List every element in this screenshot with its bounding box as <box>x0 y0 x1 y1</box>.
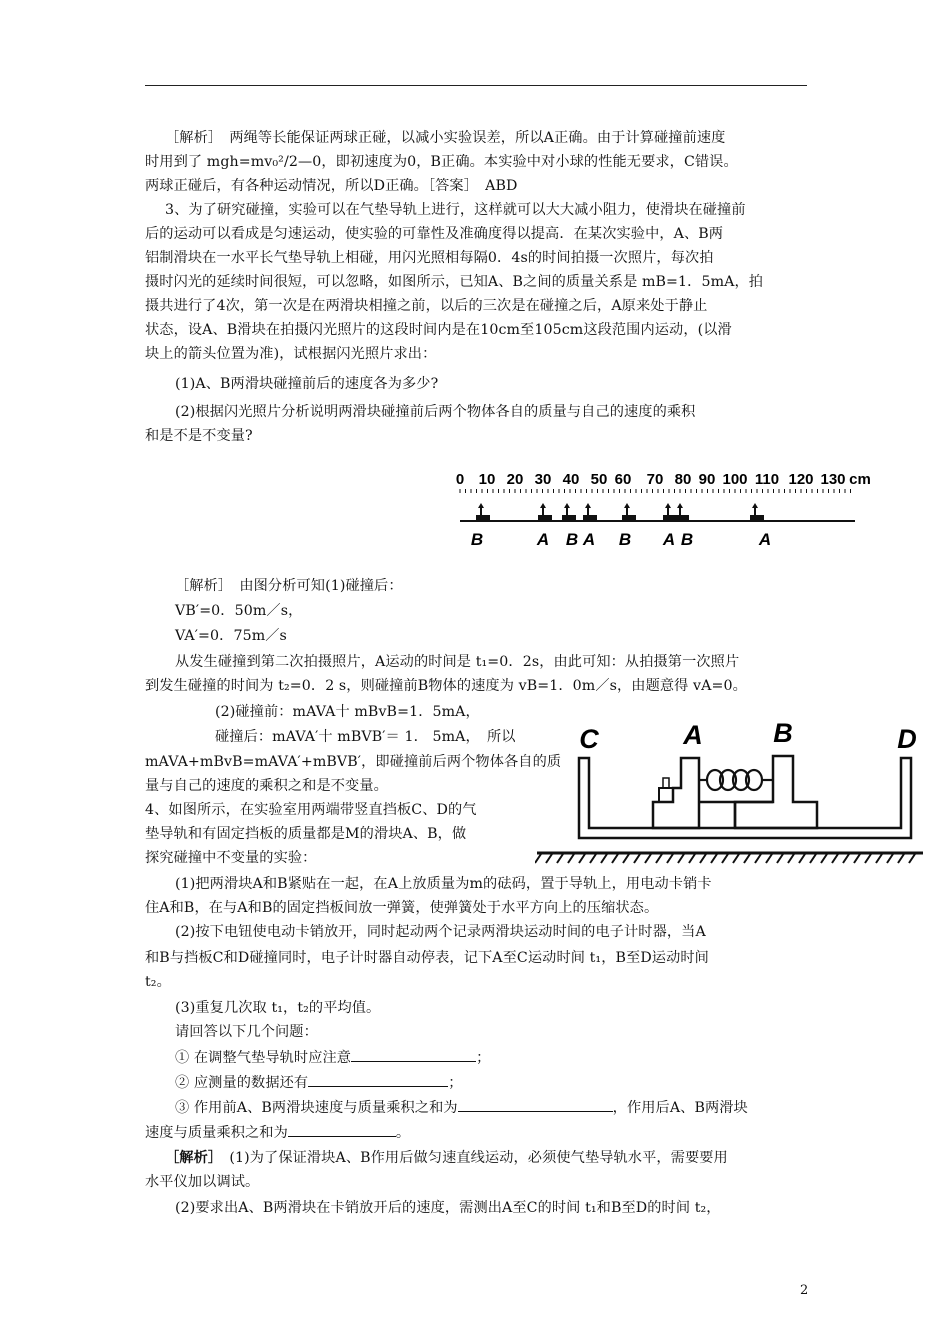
answer-line-2: 水平仪加以调试。 <box>145 1174 260 1190</box>
page-number: 2 <box>800 1283 809 1298</box>
hatch-line <box>744 854 750 863</box>
slider-label: A <box>758 530 772 549</box>
slider-block <box>538 515 552 521</box>
ruler-tick-label: 50 <box>590 471 608 488</box>
slider-block <box>562 515 576 521</box>
slider-label: B <box>565 530 579 549</box>
weight-knob <box>663 778 669 788</box>
hatch-line <box>876 854 882 863</box>
arrow-head-icon <box>677 503 683 508</box>
text-line: 时用到了 mgh=mv₀²/2—0，即初速度为0，B正确。本实验中对小球的性能无要求，C错误。 <box>145 154 738 170</box>
text-line: (2)碰撞前：mAVA十 mBvB=1．5mA， <box>215 704 480 720</box>
text-line: 和是不是不变量? <box>145 428 253 444</box>
answer-text-1: (1)为了保证滑块A、B作用后做匀速直线运动，必须使气垫导轨水平，需要要用 <box>215 1150 728 1166</box>
header-rule <box>145 85 807 86</box>
hatch-line <box>678 854 684 863</box>
slider-label: B <box>618 530 632 549</box>
question-3-text-b: ，作用后A、B两滑块 <box>612 1100 748 1116</box>
arrow-head-icon <box>585 503 591 508</box>
text-line: VB′=0．50m／s， <box>175 603 303 619</box>
arrow-head-icon <box>478 503 484 508</box>
slider-block <box>675 515 689 521</box>
slider-block <box>583 515 597 521</box>
text-line: (2)按下电钮使电动卡销放开，同时起动两个记录两滑块运动时间的电子计时器，当A <box>175 924 706 940</box>
hatch-line <box>909 854 915 863</box>
hatch-line <box>623 854 629 863</box>
question-2 <box>175 1071 840 1095</box>
text-line: 两球正碰后，有各种运动情况，所以D正确。［答案］ ABD <box>145 178 518 194</box>
ground-hatching <box>535 854 915 863</box>
spring <box>699 770 773 790</box>
arrow-head-icon <box>752 503 758 508</box>
hatch-line <box>689 854 695 863</box>
hatch-line <box>645 854 651 863</box>
air-track-figure <box>535 718 925 866</box>
ruler-tick-label: 110 <box>754 471 780 488</box>
text-line: 到发生碰撞的时间为 t₂=0．2 s，则碰撞前B物体的速度为 vB=1．0m／s，由题意得 vA=0。 <box>145 678 747 694</box>
answer-line-1 <box>165 1146 830 1170</box>
slider-label: A <box>536 530 550 549</box>
hatch-line <box>722 854 728 863</box>
slider-block <box>663 515 677 521</box>
question-3-text-c: 速度与质量乘积之和为 <box>145 1125 288 1141</box>
hatch-line <box>612 854 618 863</box>
arrow-head-icon <box>624 503 630 508</box>
question-1-end: ； <box>476 1050 491 1066</box>
ruler-tick-label: 60 <box>614 471 632 488</box>
ruler-tick-label: 0 <box>455 471 465 488</box>
hatch-line <box>656 854 662 863</box>
text-line: 摄时闪光的延续时间很短，可以忽略，如图所示，已知A、B之间的质量关系是 mB=1．5mA，拍 <box>145 274 764 290</box>
slider-block <box>622 515 636 521</box>
text-line: (1)A、B两滑块碰撞前后的速度各为多少? <box>175 376 439 392</box>
hatch-line <box>634 854 640 863</box>
text-line: (3)重复几次取 t₁，t₂的平均值。 <box>175 1000 381 1016</box>
question-3-end: 。 <box>395 1125 411 1141</box>
ruler-tick-label: 30 <box>534 471 552 488</box>
ruler-tick-label: cm <box>849 471 871 488</box>
text-line: 住A和B，在与A和B的固定挡板间放一弹簧，使弹簧处于水平方向上的压缩状态。 <box>145 900 659 916</box>
text-line: 垫导轨和有固定挡板的质量都是M的滑块A、B，做 <box>145 826 467 842</box>
hatch-line <box>733 854 739 863</box>
arrow-head-icon <box>665 503 671 508</box>
slider-block <box>476 515 490 521</box>
hatch-line <box>755 854 761 863</box>
hatch-line <box>832 854 838 863</box>
slider-markers <box>476 503 764 521</box>
text-line: 3、为了研究碰撞，实验可以在气垫导轨上进行，这样就可以大大减小阻力，使滑块在碰撞前 <box>165 202 746 218</box>
ruler-tick-label: 10 <box>478 471 496 488</box>
figure-labels <box>579 718 917 754</box>
answer-blank-2[interactable] <box>308 1072 448 1087</box>
text-line: 铝制滑块在一水平长气垫导轨上相碰，用闪光照相每隔0．4s的时间拍摄一次照片，每次拍 <box>145 250 714 266</box>
ruler-tick-label: 100 <box>722 471 748 488</box>
arrow-head-icon <box>540 503 546 508</box>
question-1 <box>175 1046 840 1070</box>
hatch-line <box>821 854 827 863</box>
hatch-line <box>887 854 893 863</box>
hatch-line <box>590 854 596 863</box>
text-line: (1)把两滑块A和B紧贴在一起，在A上放质量为m的砝码，置于导轨上，用电动卡销卡 <box>175 876 712 892</box>
hatch-line <box>568 854 574 863</box>
ruler-tick-label: 80 <box>674 471 692 488</box>
hatch-line <box>579 854 585 863</box>
text-line: 碰撞后：mAVA′十 mBVB′＝ 1． 5mA， 所以 <box>215 729 516 745</box>
answer-line-3: (2)要求出A、B两滑块在卡销放开后的速度，需测出A至C的时间 t₁和B至D的时间 t₂， <box>175 1200 721 1216</box>
hatch-line <box>854 854 860 863</box>
answer-blank-4[interactable] <box>288 1122 396 1137</box>
answer-blank-3[interactable] <box>458 1097 613 1112</box>
answer-blank-1[interactable] <box>351 1047 476 1062</box>
flash-photo-figure <box>455 465 880 555</box>
hatch-line <box>711 854 717 863</box>
question-1-text: ① 在调整气垫导轨时应注意 <box>175 1050 352 1066</box>
hatch-line <box>546 854 552 863</box>
text-line: 量与自己的速度的乘积之和是不变量。 <box>145 778 388 794</box>
text-line: mAVA+mBvB=mAVA′+mBVB′，即碰撞前后两个物体各自的质 <box>145 754 562 770</box>
hatch-line <box>898 854 904 863</box>
hatch-line <box>766 854 772 863</box>
question-2-end: ； <box>448 1075 463 1091</box>
ruler-tick-label: 90 <box>698 471 716 488</box>
hatch-line <box>799 854 805 863</box>
hatch-line <box>557 854 563 863</box>
ruler-tick-label: 20 <box>506 471 524 488</box>
figure-label: D <box>897 724 917 754</box>
slider-label: A <box>582 530 596 549</box>
figure-label: A <box>683 720 703 750</box>
hatch-line <box>777 854 783 863</box>
slider-label: B <box>680 530 694 549</box>
hatch-line <box>843 854 849 863</box>
question-3-cont <box>145 1121 810 1145</box>
text-line: ［解析］ 两绳等长能保证两球正碰，以减小实验误差，所以A正确。由于计算碰撞前速度 <box>165 130 726 146</box>
slider-b <box>735 756 817 828</box>
text-line: 从发生碰撞到第二次拍摄照片，A运动的时间是 t₁=0．2s，由此可知：从拍摄第一次照片 <box>175 654 740 670</box>
slider-label: B <box>470 530 484 549</box>
hatch-line <box>810 854 816 863</box>
ruler-tick-label: 40 <box>562 471 580 488</box>
weight-block <box>659 788 673 802</box>
slider-label: A <box>662 530 676 549</box>
text-line: 摄共进行了4次，第一次是在两滑块相撞之前，以后的三次是在碰撞之后，A原来处于静止 <box>145 298 708 314</box>
slider-labels <box>471 530 771 549</box>
text-line: 后的运动可以看成是匀速运动，使实验的可靠性及准确度得以提高．在某次实验中，A、B两 <box>145 226 724 242</box>
text-line: 块上的箭头位置为准)，试根据闪光照片求出： <box>145 346 437 362</box>
text-line: 探究碰撞中不变量的实验： <box>145 850 317 866</box>
text-line: VA′=0．75m／s <box>175 628 287 644</box>
hatch-line <box>601 854 607 863</box>
text-line: (2)根据闪光照片分析说明两滑块碰撞前后两个物体各自的质量与自己的速度的乘积 <box>175 404 696 420</box>
ruler-scale <box>456 471 871 493</box>
arrow-head-icon <box>564 503 570 508</box>
text-line: ［解析］ 由图分析可知(1)碰撞后： <box>175 578 403 594</box>
text-line: 请回答以下几个问题： <box>175 1024 318 1040</box>
text-line: t₂。 <box>145 974 171 990</box>
text-line: 状态，设A、B滑块在拍摄闪光照片的这段时间内是在10cm至105cm这段范围内运动，(以滑 <box>145 322 732 338</box>
answer-label: ［解析］ <box>165 1150 216 1166</box>
hatch-line <box>667 854 673 863</box>
text-line: 4、如图所示，在实验室用两端带竖直挡板C、D的气 <box>145 802 477 818</box>
slider-block <box>750 515 764 521</box>
hatch-line <box>788 854 794 863</box>
question-3 <box>175 1096 840 1120</box>
figure-label: C <box>579 724 599 754</box>
hatch-line <box>700 854 706 863</box>
hatch-line <box>535 854 541 863</box>
figure-label: B <box>773 718 793 748</box>
question-2-text: ② 应测量的数据还有 <box>175 1075 309 1091</box>
ruler-tick-label: 120 <box>788 471 814 488</box>
ruler-tick-label: 130 <box>820 471 846 488</box>
hatch-line <box>865 854 871 863</box>
ruler-tick-label: 70 <box>646 471 664 488</box>
question-3-text-a: ③ 作用前A、B两滑块速度与质量乘积之和为 <box>175 1100 458 1116</box>
text-line: 和B与挡板C和D碰撞同时，电子计时器自动停表，记下A至C运动时间 t₁，B至D运动时间 <box>145 950 709 966</box>
